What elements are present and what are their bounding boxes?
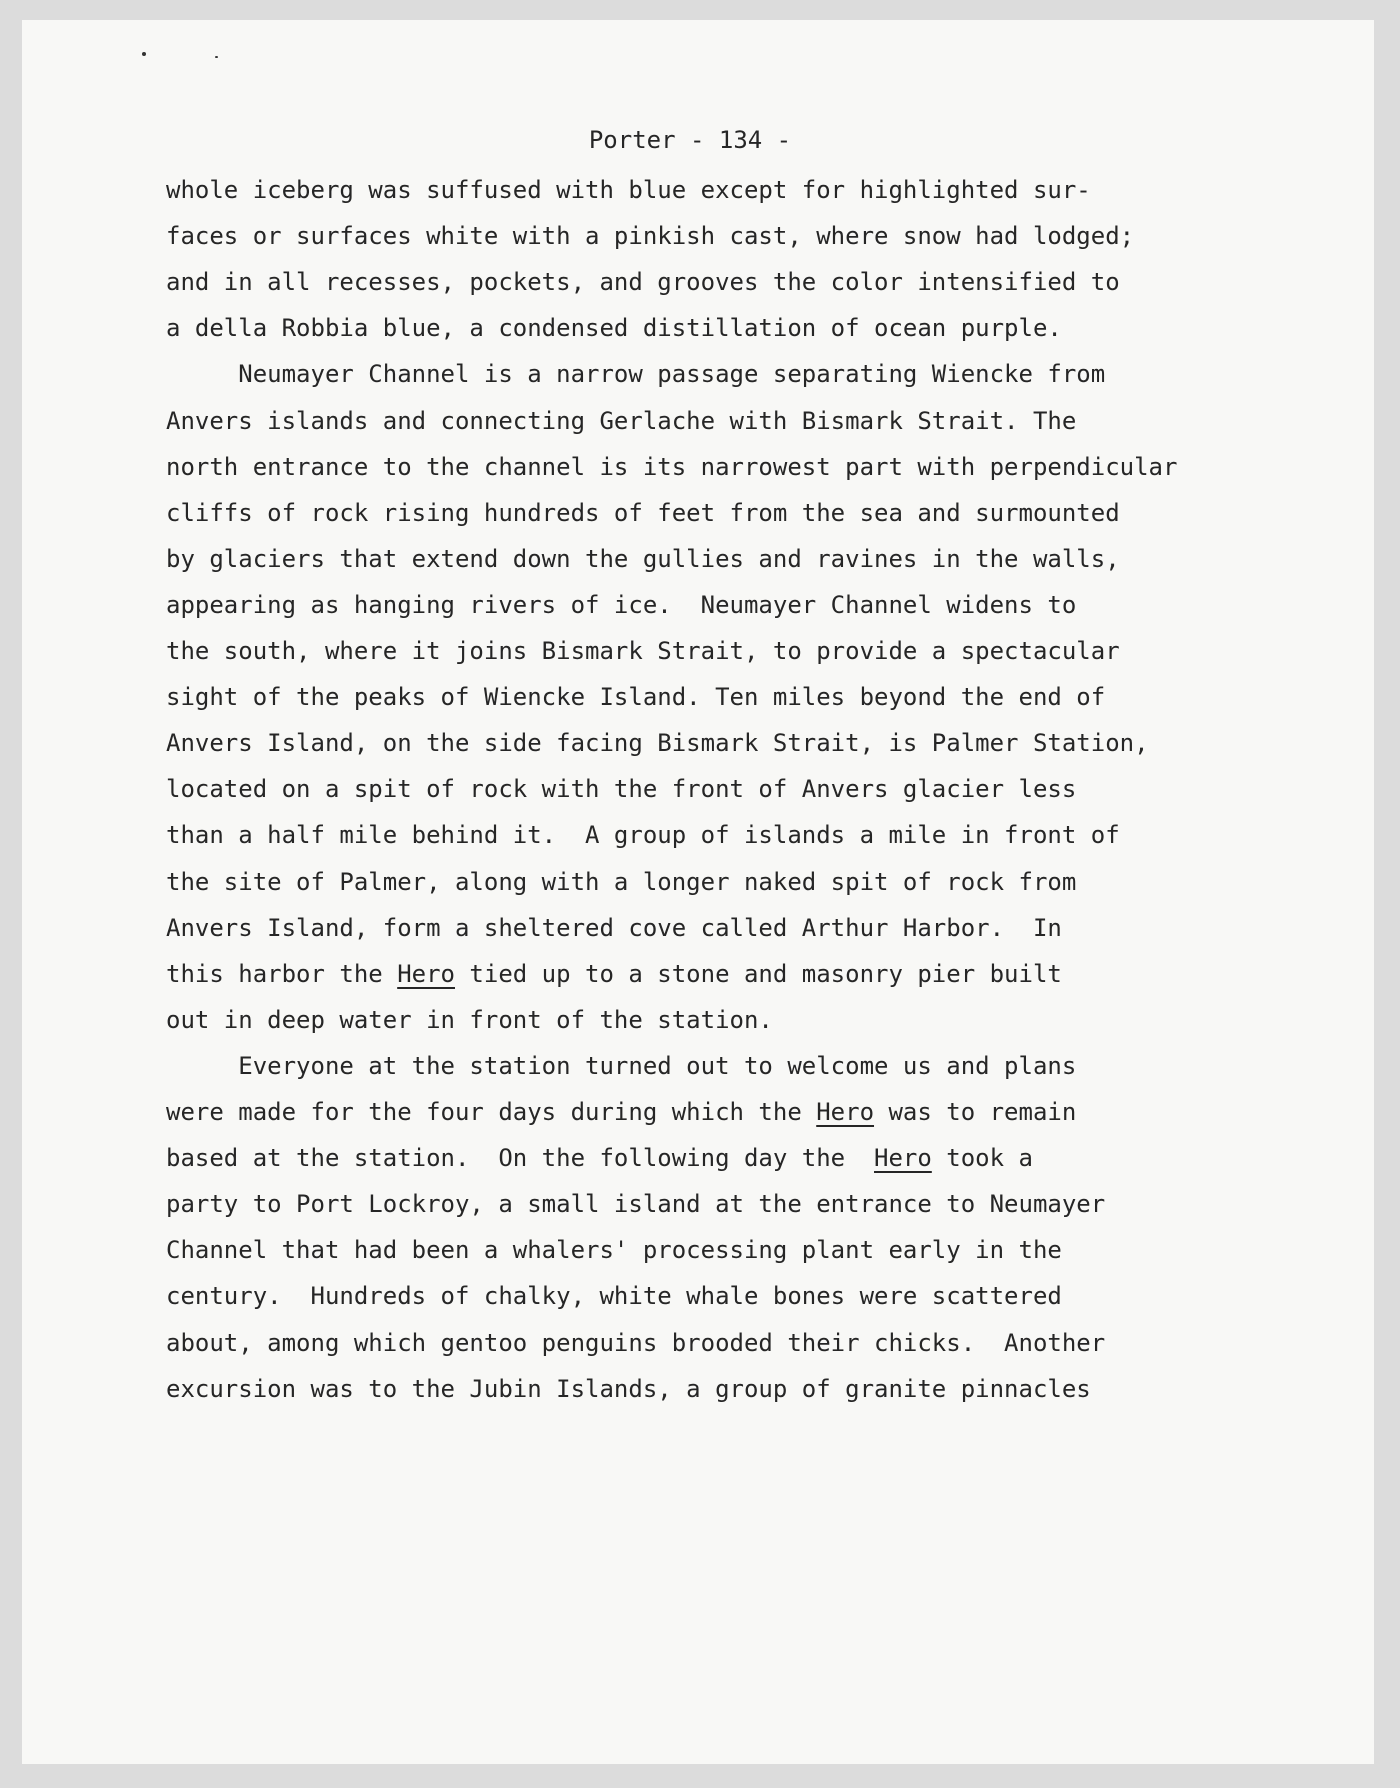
body-line xyxy=(166,313,1062,343)
body-line xyxy=(166,221,1134,251)
line-text: Everyone at the station turned out to welcome us and plans xyxy=(166,1051,1077,1080)
body-line xyxy=(166,1374,1091,1404)
line-text: north entrance to the channel is its narrowest part with perpendicular xyxy=(166,452,1178,481)
line-text: a della Robbia blue, a condensed distillation of ocean purple. xyxy=(166,314,1062,343)
line-text: about, among which gentoo penguins brooded their chicks. Another xyxy=(166,1328,1106,1357)
line-text: cliffs of rock rising hundreds of feet from the sea and surmounted xyxy=(166,498,1120,527)
line-text: century. Hundreds of chalky, white whale bones were scattered xyxy=(166,1282,1062,1311)
body-line xyxy=(166,867,1076,897)
ship-name-underlined: Hero xyxy=(397,959,455,988)
line-text: was to remain xyxy=(874,1098,1077,1126)
body-line xyxy=(166,498,1120,528)
ship-name-underlined: Hero xyxy=(874,1144,932,1173)
body-line xyxy=(166,175,1091,205)
line-text: faces or surfaces white with a pinkish cast, where snow had lodged; xyxy=(166,222,1135,251)
body-line xyxy=(166,682,1105,712)
body-line xyxy=(166,544,1120,574)
body-line xyxy=(166,1235,1062,1265)
line-text: sight of the peaks of Wiencke Island. Ten miles beyond the end of xyxy=(166,683,1106,712)
line-text: whole iceberg was suffused with blue except for highlighted sur- xyxy=(166,176,1091,204)
body-line xyxy=(166,267,1120,297)
body-line xyxy=(166,1051,1076,1081)
line-text: the site of Palmer, along with a longer naked spit of rock from xyxy=(166,867,1077,896)
body-line xyxy=(166,774,1076,804)
line-text: out in deep water in front of the station. xyxy=(166,1005,773,1034)
body-line xyxy=(166,913,1062,943)
line-text: Anvers Island, form a sheltered cove called Arthur Harbor. In xyxy=(166,913,1062,942)
body-line xyxy=(166,1097,1076,1127)
body-line xyxy=(166,359,1105,389)
line-text: excursion was to the Jubin Islands, a group of granite pinnacles xyxy=(166,1374,1091,1403)
body-line xyxy=(166,1281,1062,1311)
body-line xyxy=(166,1328,1105,1358)
line-text: Anvers islands and connecting Gerlache with Bismark Strait. The xyxy=(166,406,1077,435)
body-line xyxy=(166,820,1120,850)
page-header: Porter - 134 - xyxy=(588,126,792,154)
body-line xyxy=(166,959,1062,989)
line-text: this harbor the xyxy=(166,959,398,988)
line-text: and in all recesses, pockets, and grooves the color intensified to xyxy=(166,268,1120,297)
line-text: located on a spit of rock with the front of Anvers glacier less xyxy=(166,775,1077,804)
body-line xyxy=(166,1005,773,1035)
body-line xyxy=(166,452,1177,482)
line-text: the south, where it joins Bismark Strait, to provide a spectacular xyxy=(166,637,1120,665)
line-text: tied up to a stone and masonry pier built xyxy=(454,959,1062,988)
line-text: took a xyxy=(931,1144,1033,1173)
line-text: Neumayer Channel is a narrow passage separating Wiencke from xyxy=(166,360,1106,389)
line-text: by glaciers that extend down the gullies and ravines in the walls, xyxy=(166,544,1120,573)
ship-name-underlined: Hero xyxy=(816,1098,875,1126)
punch-mark xyxy=(215,56,218,58)
line-text: than a half mile behind it. A group of islands a mile in front of xyxy=(166,821,1120,850)
body-line xyxy=(166,1143,1033,1173)
body-line xyxy=(166,636,1120,666)
document-page xyxy=(22,20,1374,1764)
punch-mark xyxy=(142,52,146,56)
body-line xyxy=(166,406,1076,436)
line-text: party to Port Lockroy, a small island at the entrance to Neumayer xyxy=(166,1190,1106,1219)
line-text: Channel that had been a whalers' processing plant early in the xyxy=(166,1236,1062,1265)
body-line xyxy=(166,590,1076,620)
line-text: Anvers Island, on the side facing Bismark Strait, is Palmer Station, xyxy=(166,729,1149,758)
line-text: appearing as hanging rivers of ice. Neumayer Channel widens to xyxy=(166,590,1077,619)
body-line xyxy=(166,728,1149,758)
line-text: based at the station. On the following day the xyxy=(166,1144,875,1173)
line-text: were made for the four days during which the xyxy=(166,1098,817,1126)
body-line xyxy=(166,1189,1105,1219)
